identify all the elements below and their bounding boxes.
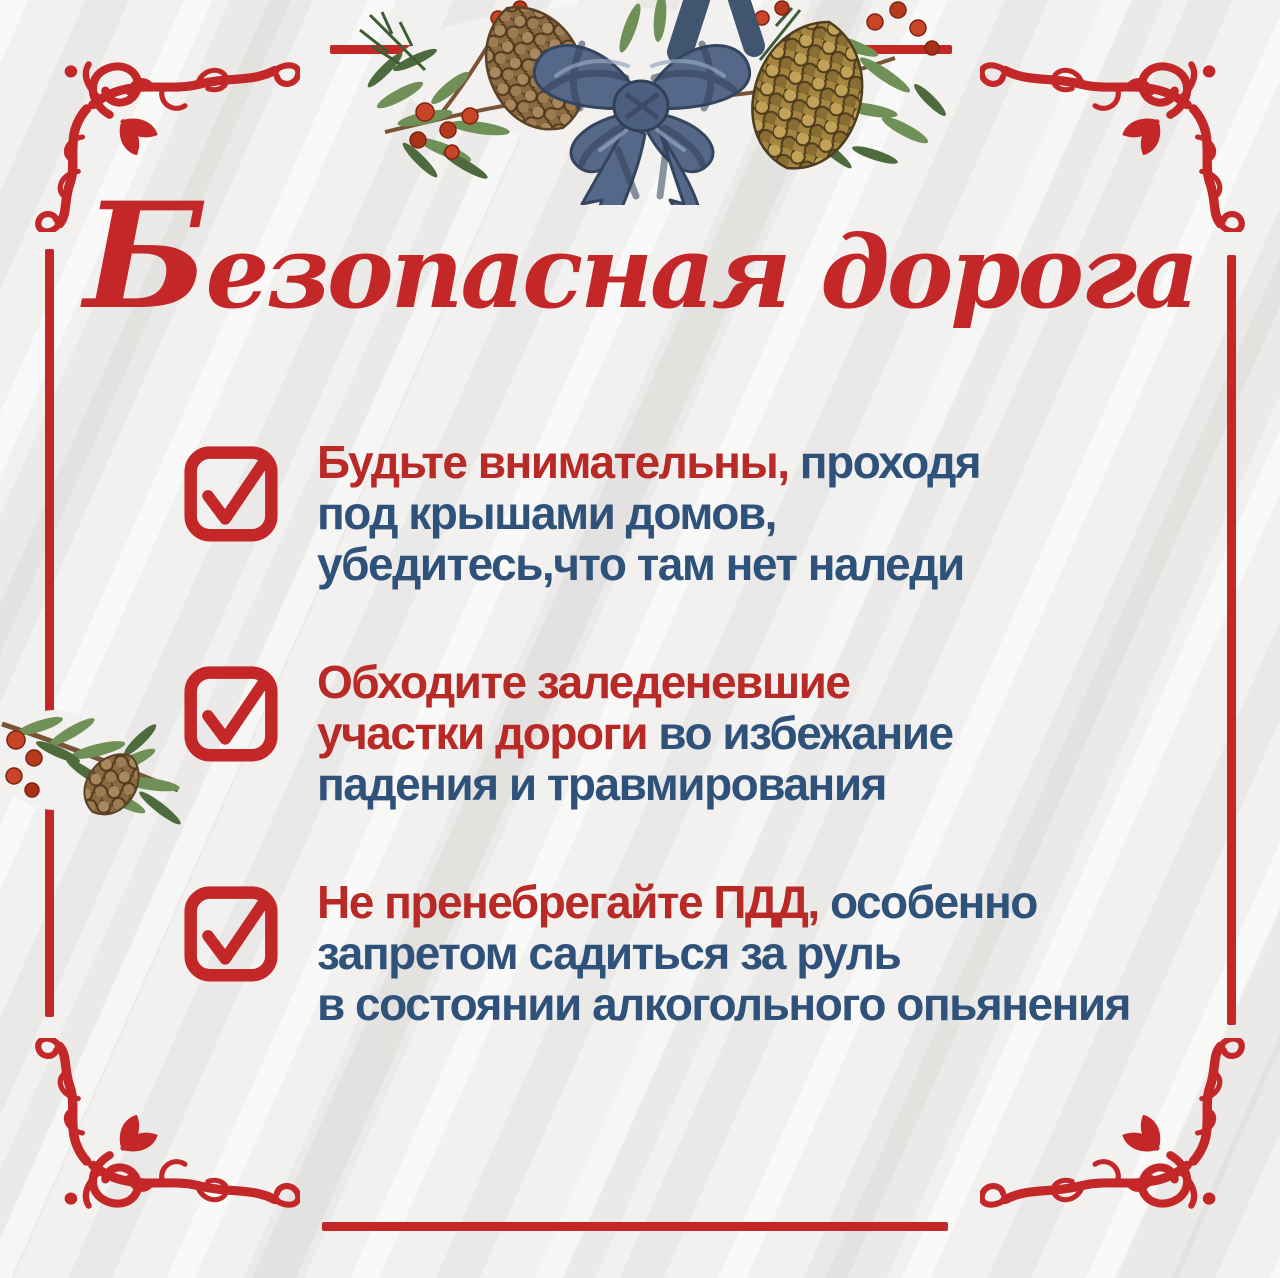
checklist-item-text [317, 657, 953, 810]
text-line [317, 979, 1130, 1030]
text-segment: Обходите заледеневшие [317, 656, 850, 708]
text-segment: в состоянии алкогольного опьянения [317, 978, 1131, 1030]
text-segment: Будьте внимательны, [317, 436, 789, 488]
corner-flourish-icon [980, 1038, 1252, 1240]
poster-title: Безопасная дорога [83, 171, 1197, 342]
checklist-item [183, 657, 953, 810]
checkbox-checked-icon [183, 442, 279, 542]
border-line-right [1227, 255, 1236, 1025]
pine-branch-illustration [0, 688, 190, 838]
text-line [317, 437, 980, 488]
text-segment: особенно [818, 876, 1037, 928]
checklist-item-text [317, 877, 1130, 1030]
checklist-item-text [317, 437, 980, 590]
text-segment: проходя [788, 436, 981, 488]
checklist-item [183, 877, 1130, 1030]
border-line-left [45, 249, 54, 1017]
text-segment: падения и травмирования [317, 758, 886, 810]
text-line [317, 539, 980, 590]
text-segment: запретом садиться за руль [317, 927, 901, 979]
border-line-bottom [322, 1222, 948, 1231]
text-line [317, 877, 1130, 928]
corner-flourish-icon [28, 1038, 300, 1240]
text-segment: под крышами домов, [317, 487, 776, 539]
text-segment: во избежание [647, 707, 953, 759]
text-line [317, 488, 980, 539]
checkbox-checked-icon [183, 662, 279, 762]
text-line [317, 928, 1130, 979]
checklist-item [183, 437, 980, 590]
text-segment: убедитесь,что там нет наледи [317, 538, 964, 590]
checkbox-checked-icon [183, 882, 279, 982]
text-line [317, 657, 953, 708]
text-segment: участки дороги [317, 707, 647, 759]
text-segment: Не пренебрегайте ПДД, [317, 876, 819, 928]
text-line [317, 759, 953, 810]
text-line [317, 708, 953, 759]
